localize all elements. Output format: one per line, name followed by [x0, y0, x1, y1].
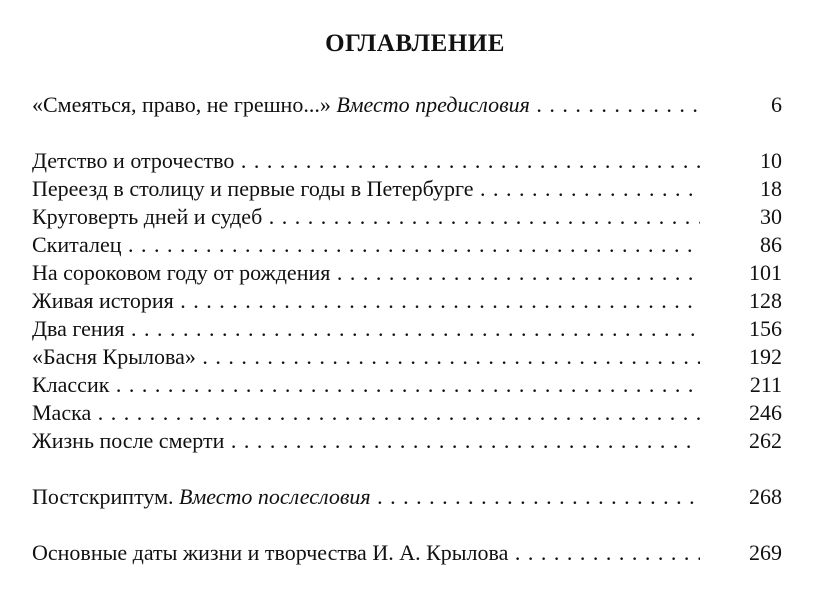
toc-page-number: 6 [771, 92, 782, 117]
toc-page-number: 246 [749, 400, 782, 425]
toc-entry-title: Скиталец . . . [32, 231, 700, 259]
toc-entry-title: «Басня Крылова» . . . [32, 343, 700, 371]
preface-subtitle: Вместо предисловия [336, 92, 530, 117]
toc-entry-preface [32, 91, 782, 119]
toc-page-number: 156 [749, 316, 782, 341]
toc-entry-title: Живая история . . . [32, 287, 700, 315]
toc-page-number: 262 [749, 428, 782, 453]
toc-entry-chapter-11 [32, 427, 782, 455]
toc-entry-chapter-9 [32, 371, 782, 399]
toc-entry-title: Маска . . . [32, 399, 700, 427]
page-title: ОГЛАВЛЕНИЕ [325, 30, 505, 57]
toc-entry-title: Круговерть дней и судеб . . . [32, 203, 700, 231]
toc-page-number: 86 [760, 232, 782, 257]
toc-entry-title: Два гения . . . [32, 315, 700, 343]
toc-entry-chapter-10 [32, 399, 782, 427]
toc-entry-chapter-3 [32, 203, 782, 231]
toc-entry-title: Детство и отрочество . . . [32, 147, 700, 175]
toc-page-number: 18 [760, 176, 782, 201]
toc-page-number: 101 [749, 260, 782, 285]
toc-entry-title: На сороковом году от рождения . . . [32, 259, 700, 287]
toc-entry-chapter-4 [32, 231, 782, 259]
toc-page-number: 268 [749, 484, 782, 509]
toc-page-number: 128 [749, 288, 782, 313]
toc-entry-title: Основные даты жизни и творчества И. А. Крылова . . . [32, 539, 700, 567]
toc-page-number: 269 [749, 540, 782, 565]
toc-entry-title [32, 91, 700, 119]
toc-entry-chapter-6 [32, 287, 782, 315]
toc-entry-postscript [32, 483, 782, 511]
toc-entry-dates [32, 539, 782, 567]
toc-entry-title: Классик . . . [32, 371, 700, 399]
toc-page-number: 10 [760, 148, 782, 173]
preface-title: «Смеяться, право, не грешно...» [32, 92, 331, 117]
toc-page-number: 192 [749, 344, 782, 369]
toc-entry-chapter-7 [32, 315, 782, 343]
postscript-subtitle: Вместо послесловия [179, 484, 371, 509]
toc-entry-chapter-5 [32, 259, 782, 287]
toc-entry-chapter-1 [32, 147, 782, 175]
toc-page-number: 30 [760, 204, 782, 229]
toc-entry-title [32, 483, 700, 511]
toc-entry-chapter-2 [32, 175, 782, 203]
toc-page-number: 211 [749, 372, 782, 397]
toc-entry-title: Переезд в столицу и первые годы в Петербурге . . . [32, 175, 700, 203]
toc-entry-chapter-8 [32, 343, 782, 371]
postscript-title: Постскриптум. [32, 484, 174, 509]
toc-entry-title: Жизнь после смерти . . . [32, 427, 700, 455]
